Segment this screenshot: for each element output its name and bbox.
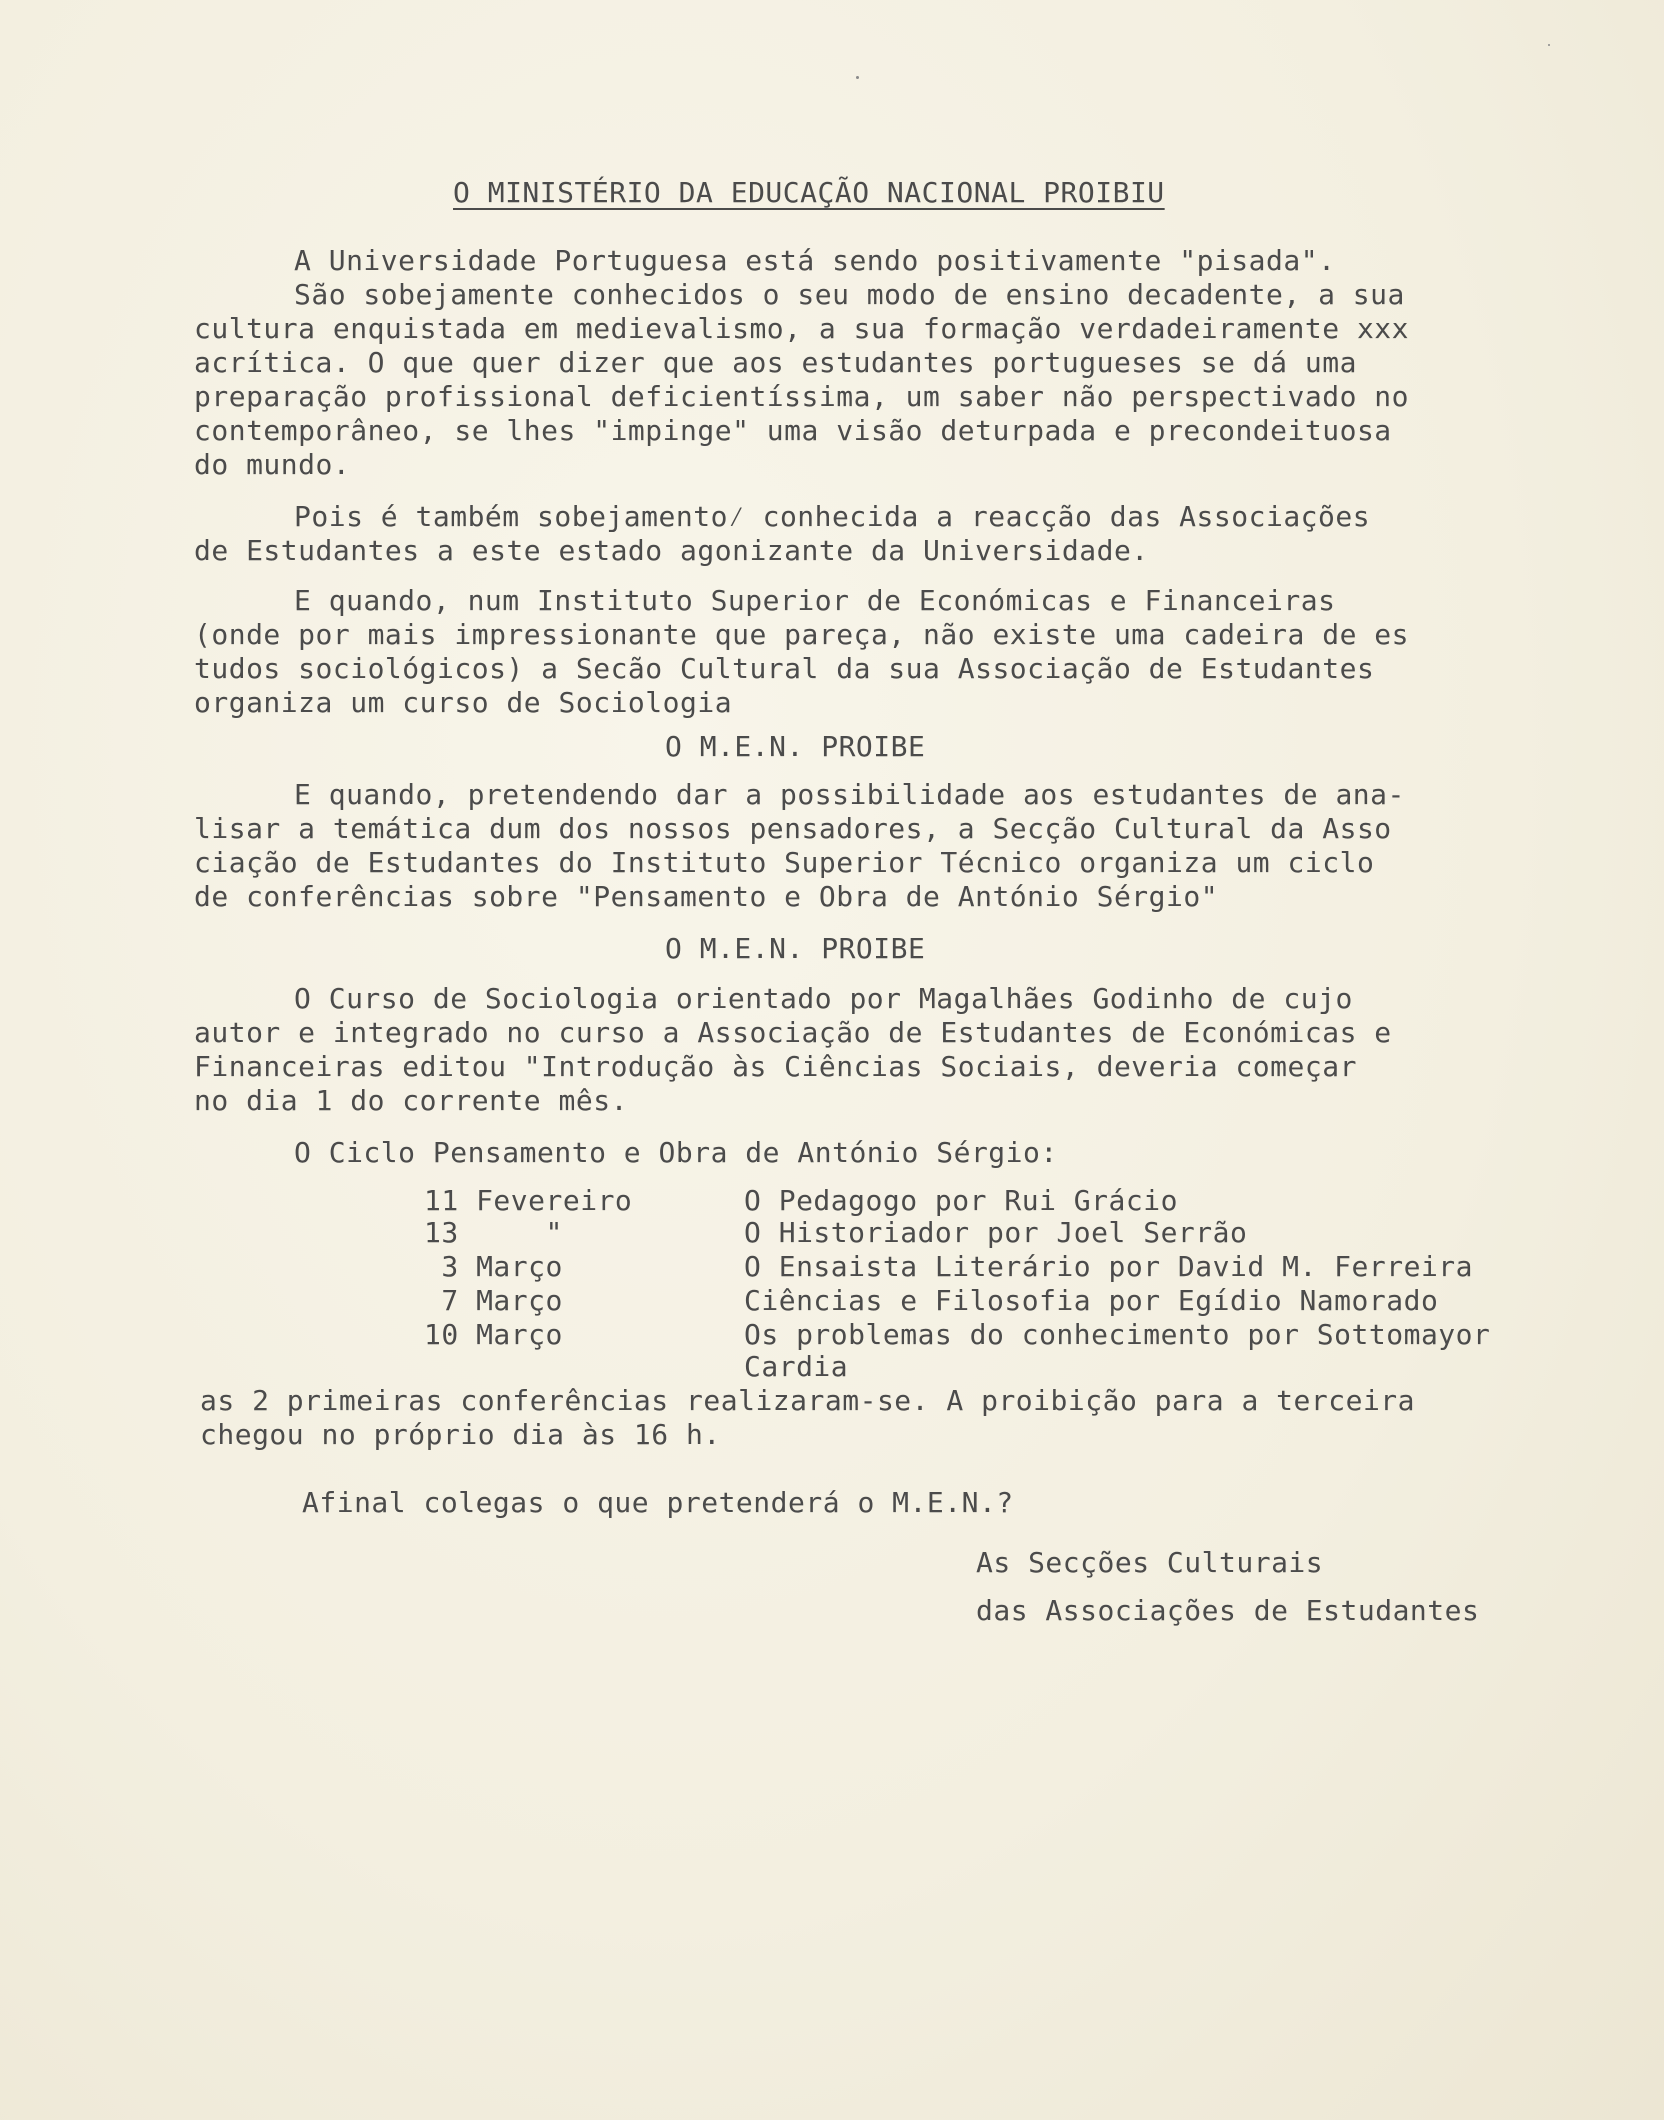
paragraph-line: contemporâneo, se lhes "impinge" uma visão deturpada e precondeituosa — [194, 414, 1392, 447]
paragraph-line: lisar a temática dum dos nossos pensadores, a Secção Cultural da Asso — [194, 812, 1392, 845]
ciclo-heading: O Ciclo Pensamento e Obra de António Sérgio: — [294, 1136, 1058, 1169]
paragraph-line: E quando, num Instituto Superior de Económicas e Financeiras — [294, 584, 1336, 617]
paragraph-line: cultura enquistada em medievalismo, a sua formação verdadeiramente xxx — [194, 312, 1410, 345]
closing-question: Afinal colegas o que pretenderá o M.E.N.? — [302, 1486, 1014, 1519]
paragraph-line: no dia 1 do corrente mês. — [194, 1084, 628, 1117]
schedule-date: 10 Março — [424, 1318, 563, 1351]
schedule-talk: O Ensaista Literário por David M. Ferreira — [744, 1250, 1474, 1283]
proibe-heading: O M.E.N. PROIBE — [665, 730, 926, 763]
schedule-date: 13 " — [424, 1216, 563, 1249]
paragraph-line: de Estudantes a este estado agonizante da Universidade. — [194, 534, 1149, 567]
schedule-talk: Ciências e Filosofia por Egídio Namorado — [744, 1284, 1439, 1317]
paragraph-line: as 2 primeiras conferências realizaram-se. A proibição para a terceira — [200, 1384, 1416, 1417]
paragraph-line: autor e integrado no curso a Associação de Estudantes de Económicas e — [194, 1016, 1392, 1049]
signature-line: As Secções Culturais — [976, 1546, 1324, 1579]
schedule-talk: Os problemas do conhecimento por Sottomayor — [744, 1318, 1491, 1351]
signature-line: das Associações de Estudantes — [976, 1594, 1480, 1627]
paragraph-line: Pois é também sobejamento⁄ conhecida a reacção das Associações — [294, 500, 1371, 533]
paragraph-line: preparação profissional deficientíssima, um saber não perspectivado no — [194, 380, 1410, 413]
paragraph-line: Financeiras editou "Introdução às Ciências Sociais, deveria começar — [194, 1050, 1357, 1083]
paragraph-line: acrítica. O que quer dizer que aos estudantes portugueses se dá uma — [194, 346, 1357, 379]
paragraph-line: E quando, pretendendo dar a possibilidade aos estudantes de ana- — [294, 778, 1405, 811]
paper-speck — [1548, 44, 1550, 46]
document-title: O MINISTÉRIO DA EDUCAÇÃO NACIONAL PROIBIU — [453, 176, 1165, 209]
schedule-talk-continuation: Cardia — [744, 1350, 849, 1383]
schedule-date: 3 Março — [424, 1250, 563, 1283]
proibe-heading: O M.E.N. PROIBE — [665, 932, 926, 965]
paragraph-line: do mundo. — [194, 448, 351, 481]
paragraph-line: ciação de Estudantes do Instituto Superior Técnico organiza um ciclo — [194, 846, 1375, 879]
paragraph-line: tudos sociológicos) a Secão Cultural da sua Associação de Estudantes — [194, 652, 1375, 685]
paragraph-line: organiza um curso de Sociologia — [194, 686, 733, 719]
paragraph-line: A Universidade Portuguesa está sendo positivamente "pisada". — [294, 244, 1336, 277]
paragraph-line: São sobejamente conhecidos o seu modo de ensino decadente, a sua — [294, 278, 1405, 311]
schedule-date: 11 Fevereiro — [424, 1184, 633, 1217]
paragraph-line: chegou no próprio dia às 16 h. — [200, 1418, 721, 1451]
paragraph-line: de conferências sobre "Pensamento e Obra de António Sérgio" — [194, 880, 1219, 913]
paragraph-line: O Curso de Sociologia orientado por Magalhães Godinho de cujo — [294, 982, 1353, 1015]
schedule-date: 7 Março — [424, 1284, 563, 1317]
schedule-talk: O Pedagogo por Rui Grácio — [744, 1184, 1178, 1217]
paper-speck — [856, 76, 859, 79]
schedule-talk: O Historiador por Joel Serrão — [744, 1216, 1248, 1249]
paragraph-line: (onde por mais impressionante que pareça, não existe uma cadeira de es — [194, 618, 1410, 651]
